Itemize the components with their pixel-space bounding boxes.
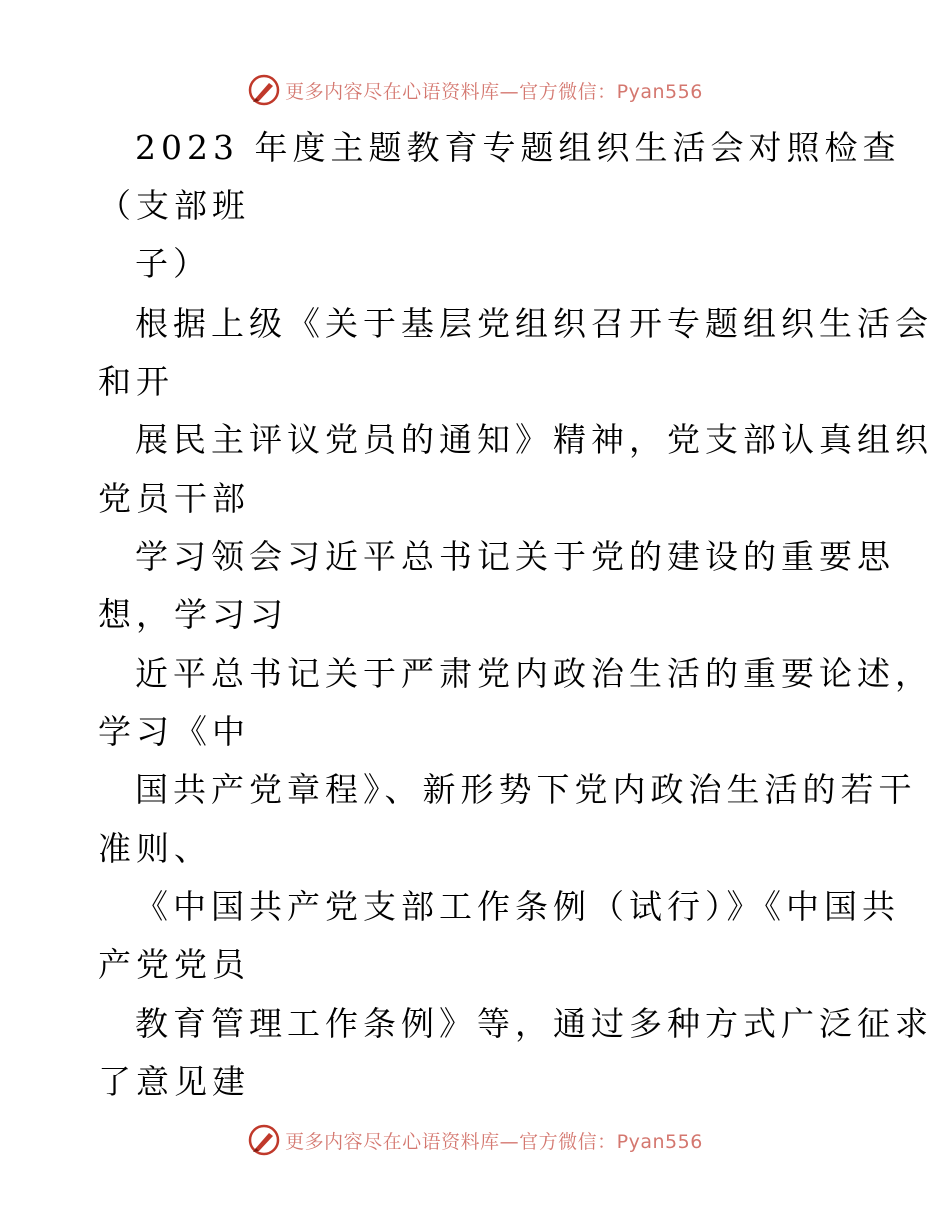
text-line: 根据上级《关于基层党组织召开专题组织生活会: [135, 304, 933, 343]
text-line: 《中国共产党支部工作条例（试行）》《中国共: [135, 887, 900, 926]
footer-watermark: [0, 1120, 950, 1160]
pen-logo-icon: [247, 73, 281, 107]
pen-logo-icon: [247, 1123, 281, 1157]
text-line: 子）: [135, 244, 211, 283]
text-line: 党员干部: [98, 479, 250, 518]
text-line: 近平总书记关于严肃党内政治生活的重要论述，: [135, 654, 933, 693]
watermark-text: 更多内容尽在心语资料库—官方微信：Pyan556: [285, 1130, 703, 1153]
document-title: 2023 年度主题教育专题组织生活会对照检查: [135, 128, 901, 167]
text-line: 学习《中: [98, 712, 250, 751]
text-line: 和开: [98, 362, 174, 401]
text-line: 国共产党章程》、新形势下党内政治生活的若干: [135, 770, 917, 809]
text-line: 想，学习习: [98, 595, 288, 634]
text-line: 展民主评议党员的通知》精神，党支部认真组织: [135, 420, 933, 459]
header-watermark: [0, 70, 950, 110]
text-line: （支部班: [98, 186, 250, 225]
watermark-text: 更多内容尽在心语资料库—官方微信：Pyan556: [285, 80, 703, 103]
text-line: 准则、: [98, 829, 212, 868]
text-line: 学习领会习近平总书记关于党的建设的重要思: [135, 537, 895, 576]
text-line: 了意见建: [98, 1062, 250, 1101]
text-line: 教育管理工作条例》等，通过多种方式广泛征求: [135, 1004, 933, 1043]
text-line: 产党党员: [98, 945, 250, 984]
